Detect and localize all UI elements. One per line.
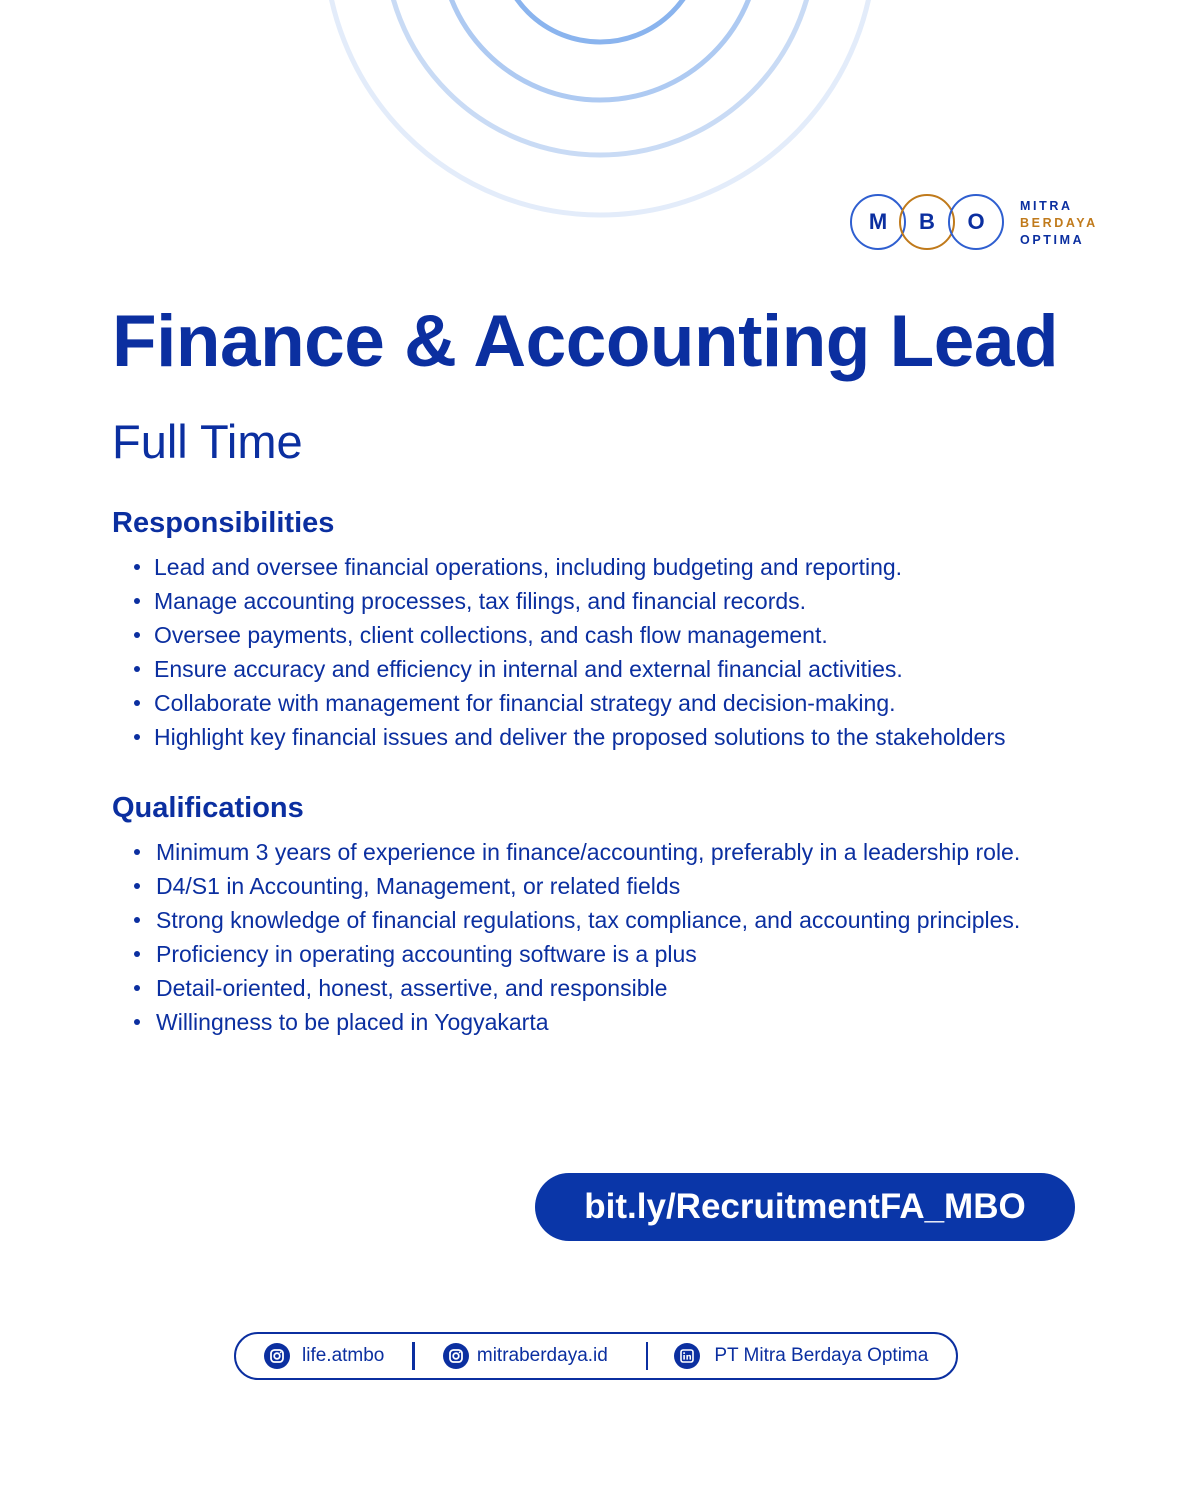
responsibility-item: Collaborate with management for financial strategy and decision-making. [112, 686, 1154, 720]
social-link-mitraberdaya[interactable] [443, 1343, 608, 1369]
social-link-linkedin[interactable] [674, 1343, 928, 1369]
social-label: mitraberdaya.id [476, 1345, 608, 1366]
responsibility-item: Manage accounting processes, tax filings, and financial records. [112, 584, 1154, 618]
job-title: Finance & Accounting Lead [112, 301, 1059, 382]
employment-type: Full Time [112, 415, 303, 468]
qualifications-list [112, 835, 1046, 1039]
instagram-icon [443, 1343, 469, 1369]
social-label: life.atmbo [302, 1345, 385, 1366]
recruitment-link-button[interactable]: bit.ly/RecruitmentFA_MBO [535, 1173, 1075, 1241]
divider [412, 1342, 415, 1370]
qualification-item: D4/S1 in Accounting, Management, or related fields [112, 869, 1046, 903]
company-logo [848, 192, 1118, 258]
qualification-item: Strong knowledge of financial regulations, tax compliance, and accounting principles. [112, 903, 1046, 937]
responsibilities-section [112, 507, 1154, 754]
responsibility-item: Lead and oversee financial operations, including budgeting and reporting. [112, 550, 1154, 584]
logo-wordmark [1020, 198, 1098, 249]
qualification-item: Willingness to be placed in Yogyakarta [112, 1005, 1046, 1039]
logo-word-berdaya: BERDAYA [1020, 216, 1098, 230]
decorative-rings [0, 0, 1200, 320]
responsibilities-heading: Responsibilities [112, 507, 335, 539]
responsibility-item: Oversee payments, client collections, and cash flow management. [112, 618, 1154, 652]
logo-word-mitra: MITRA [1020, 199, 1073, 213]
responsibility-item: Ensure accuracy and efficiency in internal and external financial activities. [112, 652, 1154, 686]
responsibilities-list [112, 550, 1154, 754]
logo-letter-m: M [850, 194, 906, 250]
qualifications-heading: Qualifications [112, 792, 304, 824]
qualifications-section [112, 792, 1046, 1039]
qualification-item: Detail-oriented, honest, assertive, and responsible [112, 971, 1046, 1005]
social-links-bar [234, 1332, 958, 1380]
logo-letter-b: B [899, 194, 955, 250]
qualification-item: Minimum 3 years of experience in finance/accounting, preferably in a leadership role. [112, 835, 1046, 869]
social-label: PT Mitra Berdaya Optima [714, 1345, 929, 1366]
instagram-icon [264, 1343, 290, 1369]
social-link-life-atmbo[interactable] [264, 1343, 384, 1369]
logo-letter-o: O [948, 194, 1004, 250]
divider [646, 1342, 649, 1370]
linkedin-icon [674, 1343, 700, 1369]
responsibility-item: Highlight key financial issues and deliver the proposed solutions to the stakeholders [112, 720, 1154, 754]
logo-word-optima: OPTIMA [1020, 233, 1085, 247]
qualification-item: Proficiency in operating accounting software is a plus [112, 937, 1046, 971]
